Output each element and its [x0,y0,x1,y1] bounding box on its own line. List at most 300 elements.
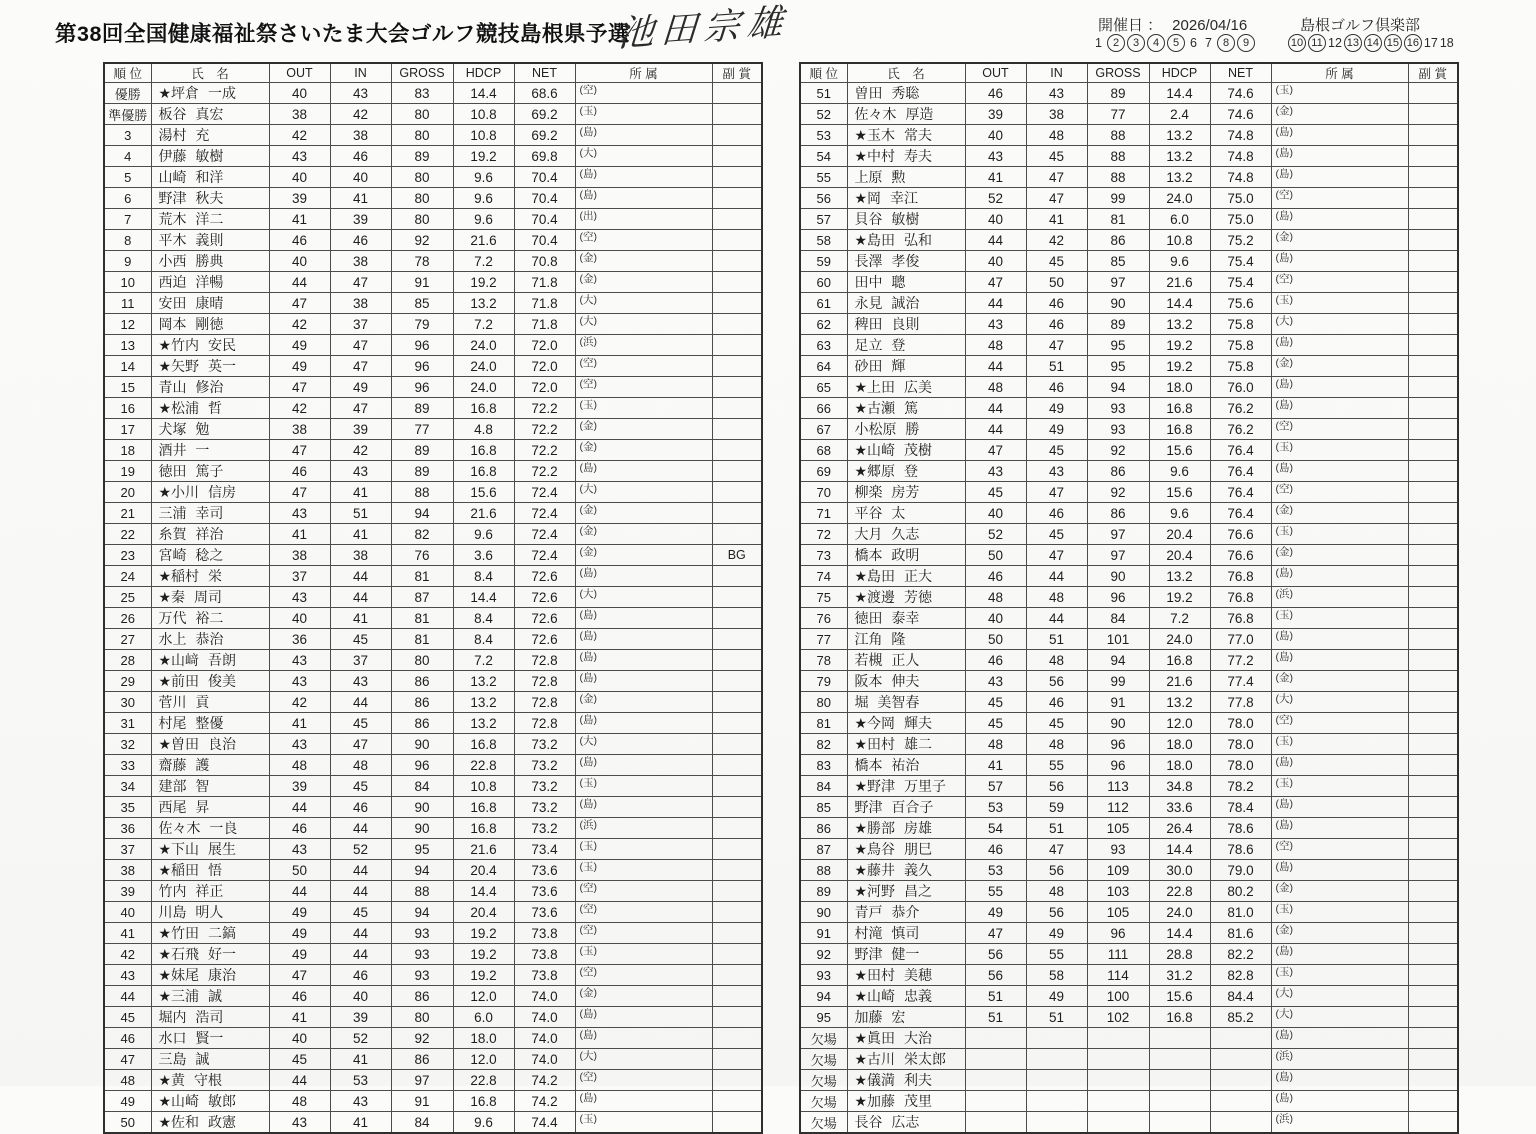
cell-in: 43 [330,461,391,482]
cell-affiliation: (島) [1271,461,1408,482]
table-row [104,419,762,440]
cell-hdcp: 12.0 [453,1049,514,1070]
cell-gross: 86 [391,713,453,734]
cell-rank: 5 [104,167,151,188]
cell-in: 46 [330,797,391,818]
cell-name: ★黄 守根 [151,1070,269,1091]
cell-prize [1408,1112,1458,1134]
cell-affiliation: (金) [1271,356,1408,377]
table-row [800,965,1458,986]
cell-affiliation: (金) [1271,104,1408,125]
table-row [104,734,762,755]
cell-net: 72.2 [514,440,575,461]
cell-prize [1408,230,1458,251]
cell-out: 43 [965,146,1026,167]
column-header-out: OUT [269,63,330,83]
cell-gross: 80 [391,209,453,230]
table-row [104,146,762,167]
column-header-in: IN [330,63,391,83]
cell-prize [712,377,762,398]
table-row [104,902,762,923]
cell-rank: 59 [800,251,847,272]
column-header-affiliation: 所 属 [1271,63,1408,83]
cell-affiliation: (空) [1271,272,1408,293]
cell-name: 砂田 輝 [847,356,965,377]
table-row [800,839,1458,860]
cell-prize [1408,629,1458,650]
table-row [104,587,762,608]
cell-out: 47 [269,965,330,986]
cell-gross: 79 [391,314,453,335]
cell-name: 野津 秋夫 [151,188,269,209]
cell-name: ★山﨑 吾朗 [151,650,269,671]
cell-gross: 109 [1087,860,1149,881]
cell-affiliation: (空) [575,83,712,104]
cell-out: 42 [269,125,330,146]
cell-hdcp: 16.8 [453,797,514,818]
cell-out: 40 [965,125,1026,146]
cell-rank: 24 [104,566,151,587]
cell-gross: 90 [391,818,453,839]
cell-hdcp: 14.4 [453,587,514,608]
cell-net: 71.8 [514,293,575,314]
cell-hdcp: 24.0 [453,356,514,377]
cell-rank: 84 [800,776,847,797]
cell-rank: 優勝 [104,83,151,104]
cell-gross: 91 [1087,692,1149,713]
cell-gross: 93 [1087,839,1149,860]
cell-hdcp: 16.8 [1149,419,1210,440]
cell-affiliation: (島) [575,671,712,692]
cell-gross: 80 [391,650,453,671]
cell-out: 46 [965,83,1026,104]
cell-hdcp: 15.6 [453,482,514,503]
cell-affiliation: (島) [575,1028,712,1049]
cell-in: 51 [1026,818,1087,839]
table-row [800,1070,1458,1091]
cell-gross [1087,1028,1149,1049]
cell-hdcp [1149,1091,1210,1112]
cell-gross: 92 [391,230,453,251]
cell-name: 橋本 祐治 [847,755,965,776]
cell-hdcp: 7.2 [453,650,514,671]
cell-name: 竹内 祥正 [151,881,269,902]
cell-name: 水上 恭治 [151,629,269,650]
table-row [104,650,762,671]
cell-rank: 42 [104,944,151,965]
cell-out: 41 [269,524,330,545]
cell-net: 84.4 [1210,986,1271,1007]
cell-hdcp: 10.8 [453,104,514,125]
cell-name: ★田村 雄二 [847,734,965,755]
table-row [800,503,1458,524]
cell-net: 74.0 [514,1028,575,1049]
cell-name: ★曽田 良治 [151,734,269,755]
cell-rank: 58 [800,230,847,251]
cell-gross: 102 [1087,1007,1149,1028]
cell-prize [1408,209,1458,230]
cell-net: 72.8 [514,692,575,713]
cell-rank: 93 [800,965,847,986]
cell-hdcp: 13.2 [1149,125,1210,146]
cell-name: 平木 義則 [151,230,269,251]
cell-hdcp: 14.4 [453,83,514,104]
cell-net: 74.8 [1210,167,1271,188]
cell-prize [712,629,762,650]
cell-out: 46 [269,986,330,1007]
cell-out: 51 [965,986,1026,1007]
cell-affiliation: (空) [575,881,712,902]
cell-rank: 64 [800,356,847,377]
cell-rank: 12 [104,314,151,335]
cell-gross: 103 [1087,881,1149,902]
cell-rank: 82 [800,734,847,755]
cell-in: 44 [1026,608,1087,629]
cell-net: 73.2 [514,734,575,755]
table-row [800,776,1458,797]
cell-in: 48 [1026,650,1087,671]
cell-out: 36 [269,629,330,650]
table-row [104,167,762,188]
cell-net: 72.4 [514,503,575,524]
cell-out [965,1091,1026,1112]
table-header-row [800,63,1458,83]
cell-name: 犬塚 勉 [151,419,269,440]
cell-gross: 92 [1087,482,1149,503]
cell-in: 50 [1026,272,1087,293]
table-row [104,461,762,482]
cell-gross: 78 [391,251,453,272]
table-row [800,272,1458,293]
cell-affiliation: (島) [1271,818,1408,839]
cell-net: 72.8 [514,650,575,671]
cell-prize [1408,797,1458,818]
table-row [800,167,1458,188]
cell-gross: 87 [391,587,453,608]
cell-in: 51 [330,503,391,524]
cell-hdcp: 14.4 [1149,923,1210,944]
cell-affiliation: (金) [575,986,712,1007]
cell-name: 板谷 真宏 [151,104,269,125]
cell-in: 55 [1026,755,1087,776]
table-row [104,671,762,692]
cell-rank: 73 [800,545,847,566]
cell-gross: 77 [391,419,453,440]
cell-net: 76.4 [1210,503,1271,524]
cell-net: 76.6 [1210,524,1271,545]
cell-rank: 86 [800,818,847,839]
cell-gross [1087,1070,1149,1091]
cell-hdcp: 7.2 [1149,608,1210,629]
cell-in: 51 [1026,1007,1087,1028]
cell-gross: 96 [391,335,453,356]
cell-net: 72.6 [514,587,575,608]
cell-gross: 94 [391,860,453,881]
cell-out: 44 [965,356,1026,377]
table-row [104,1028,762,1049]
cell-out: 48 [965,734,1026,755]
cell-gross: 86 [1087,503,1149,524]
cell-affiliation: (島) [1271,209,1408,230]
cell-in: 45 [330,713,391,734]
cell-prize [712,692,762,713]
cell-out: 43 [965,671,1026,692]
table-row [800,398,1458,419]
cell-name: ★鳥谷 朋巳 [847,839,965,860]
cell-out: 40 [269,167,330,188]
cell-prize [1408,482,1458,503]
cell-rank: 4 [104,146,151,167]
column-header-in: IN [1026,63,1087,83]
cell-net: 79.0 [1210,860,1271,881]
cell-in: 52 [330,1028,391,1049]
cell-gross: 97 [1087,272,1149,293]
cell-in: 46 [1026,692,1087,713]
cell-hdcp: 19.2 [453,944,514,965]
cell-name: ★稲村 栄 [151,566,269,587]
hole-number: 12 [1328,36,1342,50]
table-row [104,713,762,734]
cell-prize [1408,986,1458,1007]
table-row [800,797,1458,818]
table-row [104,356,762,377]
cell-rank: 29 [104,671,151,692]
cell-name: 伊藤 敏樹 [151,146,269,167]
cell-out: 44 [269,272,330,293]
cell-net: 78.0 [1210,734,1271,755]
cell-net: 76.4 [1210,461,1271,482]
cell-rank: 欠場 [800,1091,847,1112]
cell-name: 小西 勝典 [151,251,269,272]
cell-in: 46 [1026,293,1087,314]
cell-prize [712,1070,762,1091]
cell-name: 菅川 貢 [151,692,269,713]
cell-prize [1408,755,1458,776]
cell-name: 橋本 政明 [847,545,965,566]
cell-prize [712,335,762,356]
cell-gross: 81 [391,629,453,650]
cell-out: 49 [269,902,330,923]
cell-prize [1408,1070,1458,1091]
cell-name: 青山 修治 [151,377,269,398]
cell-affiliation: (大) [1271,1007,1408,1028]
cell-out: 45 [965,482,1026,503]
cell-in: 44 [330,923,391,944]
cell-out: 44 [965,230,1026,251]
cell-rank: 36 [104,818,151,839]
cell-affiliation: (金) [575,419,712,440]
cell-prize [1408,125,1458,146]
cell-out: 37 [269,566,330,587]
cell-rank: 28 [104,650,151,671]
cell-rank: 35 [104,797,151,818]
cell-rank: 79 [800,671,847,692]
cell-out: 50 [965,545,1026,566]
cell-net: 76.8 [1210,566,1271,587]
cell-rank: 欠場 [800,1070,847,1091]
cell-prize [712,944,762,965]
cell-name: 小松原 勝 [847,419,965,440]
cell-net: 73.4 [514,839,575,860]
table-row [104,545,762,566]
cell-affiliation: (大) [575,734,712,755]
table-row [800,440,1458,461]
column-header-prize: 副 賞 [712,63,762,83]
cell-net: 74.0 [514,1007,575,1028]
cell-hdcp: 13.2 [1149,167,1210,188]
cell-gross: 89 [391,440,453,461]
cell-affiliation: (大) [575,482,712,503]
cell-gross: 99 [1087,671,1149,692]
cell-affiliation: (島) [1271,146,1408,167]
cell-prize [712,314,762,335]
cell-out: 56 [965,944,1026,965]
cell-net: 71.8 [514,314,575,335]
cell-rank: 43 [104,965,151,986]
table-row [800,650,1458,671]
cell-gross: 88 [1087,167,1149,188]
cell-rank: 18 [104,440,151,461]
table-row [800,188,1458,209]
cell-affiliation: (浜) [1271,587,1408,608]
cell-affiliation: (空) [575,923,712,944]
cell-net [1210,1049,1271,1070]
cell-in: 44 [330,818,391,839]
cell-affiliation: (島) [575,608,712,629]
cell-prize [1408,503,1458,524]
cell-name: 平谷 太 [847,503,965,524]
cell-affiliation: (島) [575,1091,712,1112]
cell-net: 73.2 [514,776,575,797]
cell-name: ★河野 昌之 [847,881,965,902]
cell-rank: 31 [104,713,151,734]
cell-in: 43 [330,83,391,104]
cell-rank: 22 [104,524,151,545]
cell-in: 48 [330,755,391,776]
table-row [104,608,762,629]
cell-name: ★妹尾 康治 [151,965,269,986]
cell-prize [1408,461,1458,482]
cell-name: 三浦 幸司 [151,503,269,524]
cell-hdcp: 21.6 [1149,671,1210,692]
cell-hdcp: 6.0 [453,1007,514,1028]
cell-affiliation: (玉) [1271,965,1408,986]
cell-out: 42 [269,398,330,419]
cell-affiliation: (島) [575,629,712,650]
cell-affiliation: (浜) [575,818,712,839]
cell-rank: 65 [800,377,847,398]
table-row [104,188,762,209]
cell-rank: 7 [104,209,151,230]
cell-gross: 111 [1087,944,1149,965]
table-row [104,818,762,839]
cell-name: 堀 美智春 [847,692,965,713]
cell-rank: 67 [800,419,847,440]
cell-in: 46 [330,146,391,167]
cell-in: 46 [330,965,391,986]
cell-net: 77.4 [1210,671,1271,692]
cell-net: 75.6 [1210,293,1271,314]
table-row [104,629,762,650]
table-row [800,230,1458,251]
cell-name: 荒木 洋二 [151,209,269,230]
cell-prize [1408,650,1458,671]
cell-hdcp: 9.6 [453,188,514,209]
cell-affiliation: (大) [575,587,712,608]
cell-prize [712,986,762,1007]
cell-rank: 70 [800,482,847,503]
cell-name: 岡本 剛徳 [151,314,269,335]
cell-net: 69.2 [514,125,575,146]
cell-hdcp: 13.2 [453,713,514,734]
cell-in: 41 [1026,209,1087,230]
cell-hdcp: 10.8 [1149,230,1210,251]
cell-prize [712,776,762,797]
cell-net: 72.0 [514,377,575,398]
cell-out: 40 [269,251,330,272]
cell-prize [712,923,762,944]
cell-name: ★勝部 房雄 [847,818,965,839]
cell-rank: 71 [800,503,847,524]
cell-name: 加藤 宏 [847,1007,965,1028]
cell-in [1026,1028,1087,1049]
cell-rank: 61 [800,293,847,314]
cell-out: 45 [269,1049,330,1070]
cell-affiliation: (空) [575,902,712,923]
cell-in: 38 [330,293,391,314]
cell-rank: 88 [800,860,847,881]
cell-in: 46 [330,230,391,251]
club-name: 島根ゴルフ倶楽部 [1300,17,1421,34]
cell-in: 45 [1026,440,1087,461]
cell-prize [712,608,762,629]
table-row [104,692,762,713]
cell-gross: 88 [1087,146,1149,167]
cell-in: 38 [330,251,391,272]
cell-affiliation: (空) [575,230,712,251]
cell-net: 73.8 [514,965,575,986]
cell-rank: 38 [104,860,151,881]
table-row [104,482,762,503]
cell-in: 44 [330,587,391,608]
cell-in: 56 [1026,776,1087,797]
cell-name: 野津 百合子 [847,797,965,818]
cell-hdcp [1149,1112,1210,1134]
cell-net: 72.6 [514,608,575,629]
cell-net: 72.4 [514,524,575,545]
table-row [800,944,1458,965]
cell-prize [712,419,762,440]
cell-gross: 84 [391,776,453,797]
cell-hdcp: 14.4 [1149,839,1210,860]
cell-out: 52 [965,188,1026,209]
cell-hdcp: 16.8 [453,1091,514,1112]
cell-prize [1408,587,1458,608]
cell-affiliation: (金) [1271,230,1408,251]
cell-affiliation: (島) [1271,1070,1408,1091]
table-row [104,335,762,356]
table-row [800,1112,1458,1134]
hole-number-circled: 15 [1384,34,1402,52]
cell-hdcp: 9.6 [1149,251,1210,272]
cell-name: ★松浦 哲 [151,398,269,419]
cell-prize [1408,1007,1458,1028]
cell-out: 40 [269,1028,330,1049]
table-row [104,125,762,146]
cell-affiliation: (島) [1271,755,1408,776]
cell-out: 40 [965,608,1026,629]
cell-prize [1408,776,1458,797]
